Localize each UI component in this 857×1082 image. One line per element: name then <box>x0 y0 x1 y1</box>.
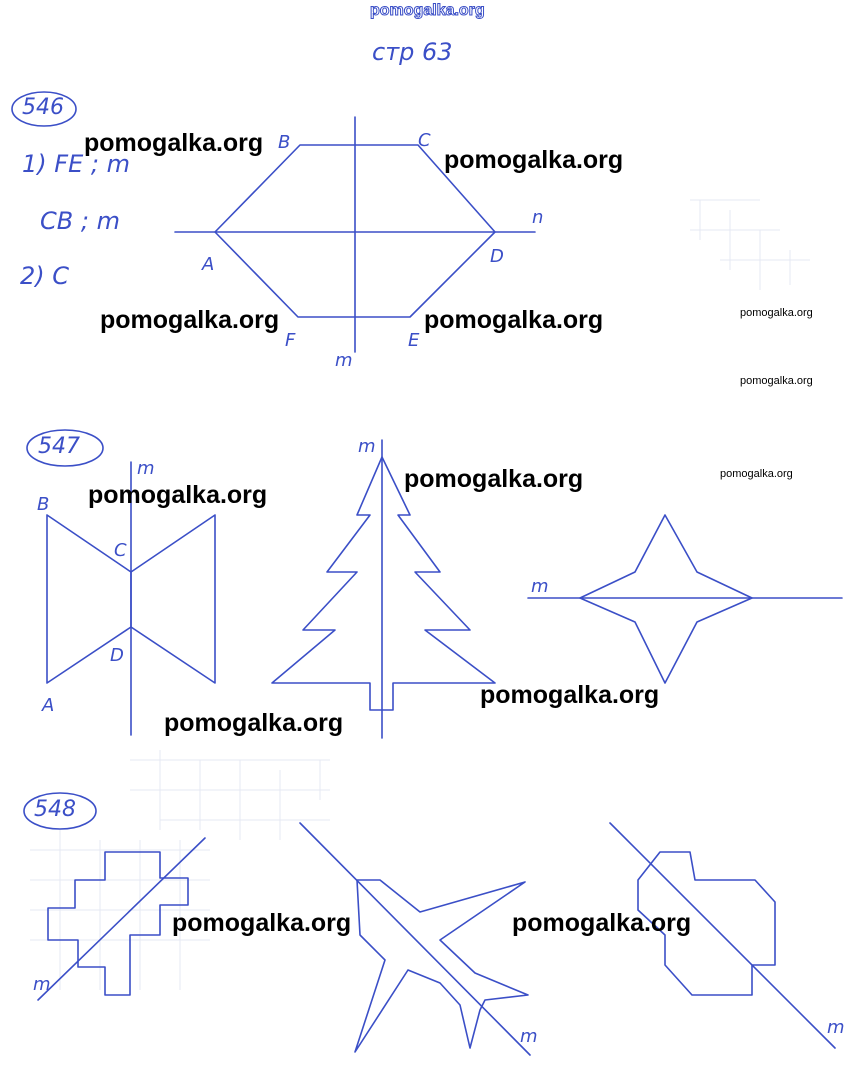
axis-label-m: m <box>520 1026 538 1047</box>
watermark: pomogalka.org <box>88 481 268 509</box>
vertex-label-a: A <box>202 254 215 275</box>
watermark: pomogalka.org <box>480 681 660 709</box>
watermark: pomogalka.org <box>740 307 813 319</box>
watermark: pomogalka.org <box>84 129 264 157</box>
axis-label-m: m <box>827 1017 845 1038</box>
watermark: pomogalka.org <box>512 909 692 937</box>
axis-m <box>300 823 530 1055</box>
axis-label-m: m <box>358 436 376 457</box>
watermark: pomogalka.org <box>100 306 280 334</box>
watermark: pomogalka.org <box>424 306 604 334</box>
watermark: pomogalka.org <box>172 909 352 937</box>
axis-label-n: n <box>532 207 544 228</box>
answer-line-1: 1) FE ; m <box>22 150 130 178</box>
vertex-label-f: F <box>285 330 296 351</box>
problem-547-figure-star <box>528 515 842 683</box>
vertex-label-d: D <box>490 246 504 267</box>
watermark: pomogalka.org <box>720 468 793 480</box>
watermark: pomogalka.org <box>444 146 624 174</box>
problem-547-number: 547 <box>38 434 80 459</box>
vertex-label-c: C <box>418 130 431 151</box>
axis-label-m: m <box>137 458 155 479</box>
watermark: pomogalka.org <box>740 375 813 387</box>
vertex-label-d: D <box>110 645 124 666</box>
vertex-label-a: A <box>42 695 55 716</box>
watermark: pomogalka.org <box>164 709 344 737</box>
axis-label-m: m <box>335 350 353 371</box>
vertex-label-b: B <box>37 494 50 515</box>
page-reference: стр 63 <box>372 38 453 66</box>
watermark: pomogalka.org <box>404 465 584 493</box>
axis-label-m: m <box>33 974 51 995</box>
vertex-label-e: E <box>408 330 420 351</box>
axis-label-m: m <box>531 576 549 597</box>
problem-546-number: 546 <box>22 95 64 120</box>
problem-548-figure-plane <box>300 823 538 1055</box>
site-header: pomogalka.org <box>370 2 485 19</box>
vertex-label-b: B <box>278 132 291 153</box>
answer-line-3: 2) C <box>20 262 70 290</box>
vertex-label-c: C <box>114 540 127 561</box>
answer-line-2: CB ; m <box>40 207 120 235</box>
problem-548-number: 548 <box>34 797 76 822</box>
